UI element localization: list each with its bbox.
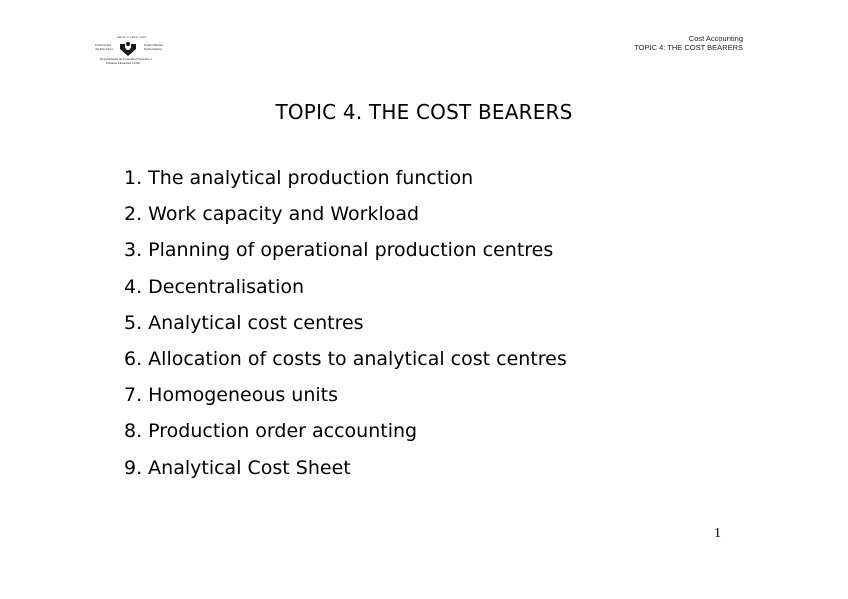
header-topic: TOPIC 4: THE COST BEARERS — [634, 43, 743, 52]
topic-item-7: 7. Homogeneous units — [124, 384, 339, 407]
page-number: 1 — [714, 526, 721, 541]
topic-item-8: 8. Production order accounting — [124, 420, 418, 443]
logo-text-spanish-1: Universidad — [95, 43, 111, 47]
running-header — [634, 34, 743, 52]
topic-item-9: 9. Analytical Cost Sheet — [124, 456, 351, 479]
topic-item-2: 2. Work capacity and Workload — [124, 203, 420, 226]
header-course: Cost Accounting — [688, 34, 743, 43]
logo-text-spanish-2: del País Vasco — [95, 47, 114, 51]
page-title: TOPIC 4. THE COST BEARERS — [275, 100, 573, 124]
logo-department-2: Finantza Ekonomia I Saila — [106, 61, 140, 65]
topic-item-3: 3. Planning of operational production centres — [124, 239, 554, 262]
logo-department-1: Departamento de Economía Financiera I — [100, 57, 152, 61]
topic-item-4: 4. Decentralisation — [124, 275, 305, 298]
logo-motto: eman ta zabal zazu — [117, 35, 147, 39]
university-logo — [92, 36, 178, 68]
logo-text-basque-1: Euskal Herriko — [144, 43, 164, 47]
logo-text-basque-2: Unibertsitatea — [144, 47, 162, 51]
university-emblem-icon — [119, 41, 137, 57]
topic-item-6: 6. Allocation of costs to analytical cost centres — [124, 347, 567, 370]
topic-item-5: 5. Analytical cost centres — [124, 311, 364, 334]
topic-list — [124, 166, 567, 492]
topic-item-1: 1. The analytical production function — [124, 167, 474, 189]
